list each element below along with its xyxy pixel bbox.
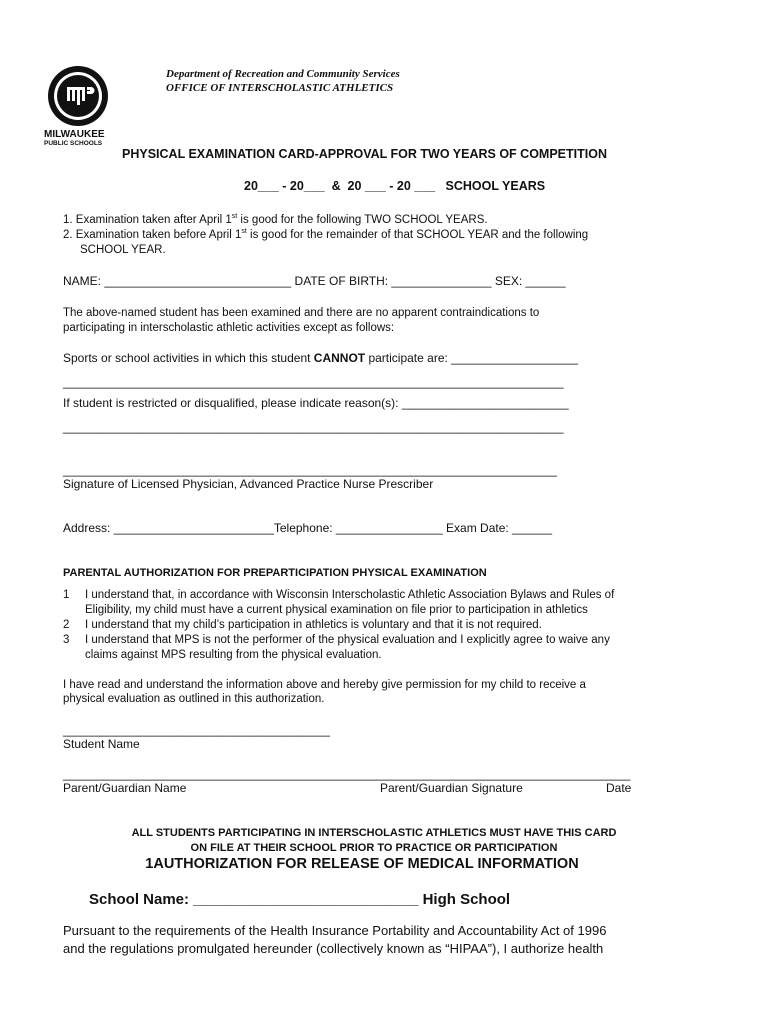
mps-logo xyxy=(47,65,109,127)
item-text: I understand that, in accordance with Wisconsin Interscholastic Athletic Association Bylaws and Rules of xyxy=(85,589,615,601)
parental-item-1 xyxy=(63,588,614,603)
mps-seal-icon xyxy=(47,65,109,127)
department-name: Department of Recreation and Community Services xyxy=(166,68,400,80)
note-text: is good for the remainder of that SCHOOL YEAR and the following xyxy=(246,229,589,241)
school-years-line: 20___ - 20___ & 20 ___ - 20 ___ SCHOOL YEARS xyxy=(244,179,546,193)
cannot-emphasis: CANNOT xyxy=(313,351,366,365)
note-number: 2. xyxy=(63,229,73,241)
org-subname: PUBLIC SCHOOLS xyxy=(44,140,103,147)
school-name-field[interactable]: School Name: ___________________________ High School xyxy=(89,891,511,908)
org-name: MILWAUKEE xyxy=(44,129,105,140)
note-text: Examination taken after April 1 xyxy=(75,214,232,226)
card-on-file-notice-line-2: ON FILE AT THEIR SCHOOL PRIOR TO PRACTICE OR PARTICIPATION xyxy=(190,842,558,854)
note-superscript: st xyxy=(231,213,238,221)
exam-note-2 xyxy=(63,228,588,243)
address-phone-date-fields[interactable]: Address: ________________________Telephone: ________________ Exam Date: ______ xyxy=(63,521,553,535)
office-name: OFFICE OF INTERSCHOLASTIC ATHLETICS xyxy=(166,82,394,94)
note-text: Examination taken before April 1 xyxy=(75,229,242,241)
physician-signature-label: Signature of Licensed Physician, Advanced Practice Nurse Prescriber xyxy=(63,477,434,491)
exam-note-1 xyxy=(63,213,488,228)
hipaa-paragraph-line-1: Pursuant to the requirements of the Health Insurance Portability and Accountability Act of 1996 xyxy=(63,923,607,938)
page-title: PHYSICAL EXAMINATION CARD-APPROVAL FOR TWO YEARS OF COMPETITION xyxy=(122,147,607,161)
note-number: 1. xyxy=(63,214,73,226)
guardian-signature-line[interactable]: _____________________________________________________________________________________ xyxy=(63,767,631,781)
cannot-blank: participate are: ___________________ xyxy=(365,351,578,365)
cannot-participate-field[interactable] xyxy=(63,351,578,366)
student-name-line[interactable]: ________________________________________ xyxy=(63,723,330,737)
guardian-name-label: Parent/Guardian Name xyxy=(63,781,187,795)
parental-authorization-heading: PARENTAL AUTHORIZATION FOR PREPARTICIPATION PHYSICAL EXAMINATION xyxy=(63,567,487,579)
guardian-signature-label: Parent/Guardian Signature xyxy=(380,781,523,795)
note-text: is good for the following TWO SCHOOL YEARS. xyxy=(237,214,488,226)
release-authorization-title: 1AUTHORIZATION FOR RELEASE OF MEDICAL INFORMATION xyxy=(145,856,579,872)
note-superscript: st xyxy=(241,228,247,236)
parental-item-3-continued: claims against MPS resulting from the physical evaluation. xyxy=(85,649,382,661)
parental-item-1-continued: Eligibility, my child must have a current physical examination on file prior to participation in athletics xyxy=(85,604,588,616)
parental-item-2 xyxy=(63,618,542,633)
examined-statement-line-2: participating in interscholastic athletic activities except as follows: xyxy=(63,322,395,334)
student-name-label: Student Name xyxy=(63,737,140,751)
examined-statement-line-1: The above-named student has been examined and there are no apparent contraindications to xyxy=(63,307,540,319)
item-text: I understand that MPS is not the performer of the physical evaluation and I explicitly agree to waive any xyxy=(85,634,610,646)
item-number: 1 xyxy=(63,589,70,601)
item-number: 3 xyxy=(63,634,70,646)
parental-item-3 xyxy=(63,633,610,648)
hipaa-paragraph-line-2: and the regulations promulgated hereunder (collectively known as “HIPAA”), I authorize health xyxy=(63,941,604,956)
cannot-label: Sports or school activities in which this student xyxy=(63,351,314,365)
student-info-fields[interactable]: NAME: ____________________________ DATE OF BIRTH: _______________ SEX: ______ xyxy=(63,274,566,288)
item-number: 2 xyxy=(63,619,70,631)
cannot-participate-blank-line[interactable]: ___________________________________________________________________________ xyxy=(63,375,564,389)
card-on-file-notice-line-1: ALL STUDENTS PARTICIPATING IN INTERSCHOLASTIC ATHLETICS MUST HAVE THIS CARD xyxy=(131,827,617,839)
item-text: I understand that my child’s participation in athletics is voluntary and that it is not required. xyxy=(85,619,542,631)
physician-signature-line[interactable]: __________________________________________________________________________ xyxy=(63,463,557,477)
date-label: Date xyxy=(606,781,632,795)
restriction-reason-blank-line[interactable]: ___________________________________________________________________________ xyxy=(63,420,564,434)
permission-statement-line-2: physical evaluation as outlined in this authorization. xyxy=(63,693,325,705)
restriction-reason-field[interactable]: If student is restricted or disqualified, please indicate reason(s): _________________________ xyxy=(63,396,569,410)
exam-note-2-continued: SCHOOL YEAR. xyxy=(80,244,166,256)
permission-statement-line-1: I have read and understand the information above and hereby give permission for my child to receive a xyxy=(63,679,586,691)
